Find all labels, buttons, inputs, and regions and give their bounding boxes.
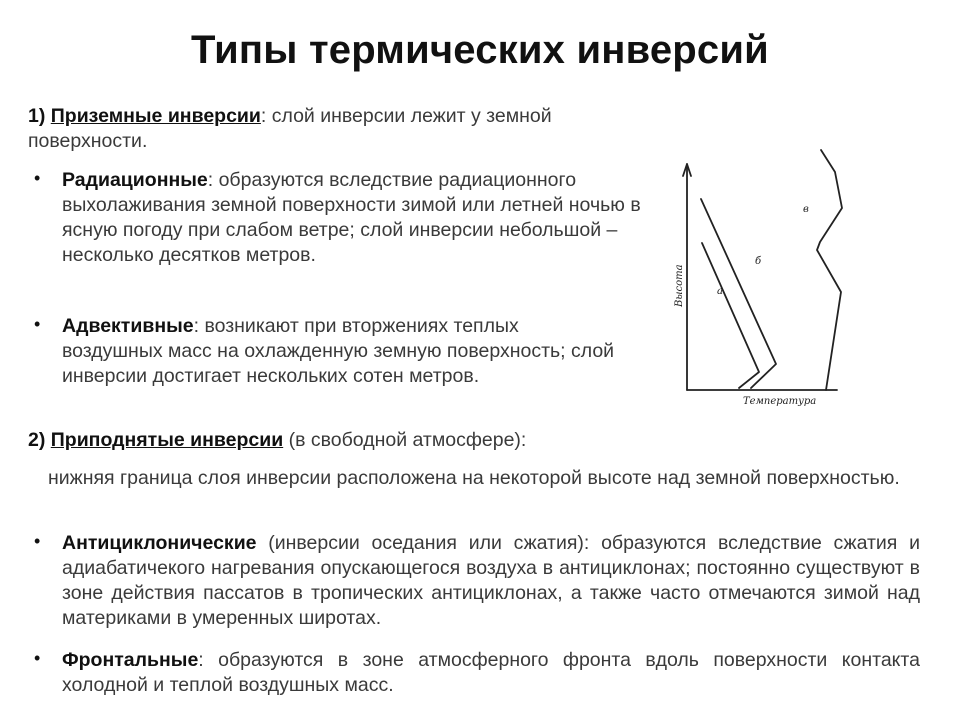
bullet-marker: •: [34, 531, 41, 551]
list-item-frontal: [62, 648, 920, 698]
anticyclonic-text: (инверсии оседания или сжатия): образуются вследствие сжатия и адиабатичекого нагревания опускающегося воздуха в антициклонах; постоянно существуют в зоне действия пассатов в тропических антициклонах, а также часто отмечаются зимой над материками в умеренных широтах.: [62, 532, 920, 629]
list-item-advection: [62, 314, 622, 389]
inversion-diagram: [655, 142, 845, 412]
curve-label-c: в: [803, 204, 809, 215]
section1-heading: [28, 104, 643, 154]
curve-label-a: а: [717, 286, 723, 297]
y-axis-label: Высота: [674, 264, 685, 307]
list-item-radiation: [62, 168, 644, 268]
curve-b: [701, 199, 776, 388]
radiation-term: Радиационные: [62, 169, 208, 191]
slide-title: Типы термических инверсий: [191, 28, 769, 72]
section2-number: 2): [28, 429, 51, 451]
radiation-text: : образуются вследствие радиационного выхолаживания земной поверхности зимой или летней ночью в ясную погоду при слабом ветре; слой инверсии небольшой – несколько десятков метров.: [62, 169, 641, 266]
section1-term: Приземные инверсии: [50, 105, 261, 127]
bullet-marker: •: [34, 168, 41, 188]
frontal-term: Фронтальные: [62, 649, 199, 671]
frontal-text: : образуются в зоне атмосферного фронта вдоль поверхности контакта холодной и теплой воздушных масс.: [62, 649, 920, 696]
section2-intro: нижняя граница слоя инверсии расположена на некоторой высоте над земной поверхностью.: [48, 467, 900, 489]
bullet-marker: •: [34, 648, 41, 668]
section2-term: Приподнятые инверсии: [50, 429, 284, 451]
section1-number: 1): [28, 105, 51, 127]
advection-text: : возникают при вторжениях теплых воздушных масс на охлажденную земную поверхность; слой инверсии достигает нескольких сотен метров.: [62, 315, 615, 387]
x-axis-label: Температура: [743, 396, 817, 407]
section1-rest: : слой инверсии лежит у земной поверхности.: [28, 105, 552, 152]
bullet-marker: •: [34, 314, 41, 334]
list-item-anticyclonic: [62, 531, 920, 631]
anticyclonic-term: Антициклонические: [62, 532, 257, 554]
section2-heading: [28, 428, 728, 453]
section2-rest: (в свободной атмосфере):: [283, 429, 527, 451]
curve-c: [817, 150, 842, 390]
advection-term: Адвективные: [62, 315, 194, 337]
curve-label-b: б: [755, 256, 762, 267]
